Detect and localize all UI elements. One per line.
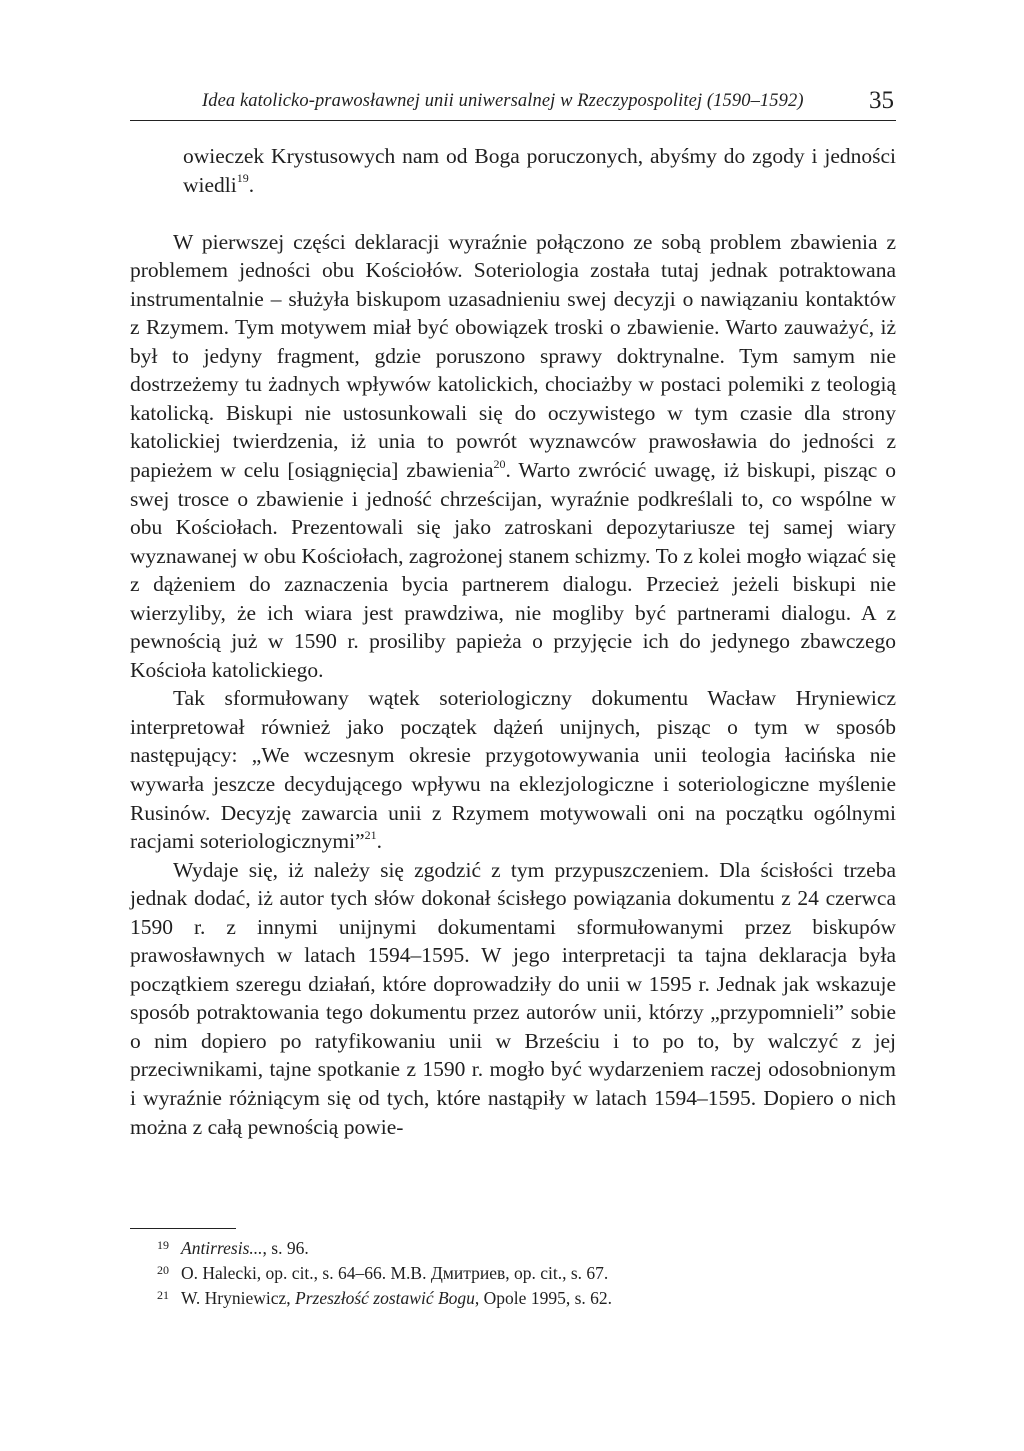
- footnote-title: Przeszłość zostawić Bogu: [295, 1288, 475, 1308]
- paragraph-3: Wydaje się, iż należy się zgodzić z tym przypuszczeniem. Dla ścisłości trzeba jednak dodać, iż autor tych słów dokonał ścisłego powiązania dokumentu z 24 czerwca 1590 r. z innymi unijnymi dokumentami sformułowanymi przez biskupów prawosławnych w latach 1594–1595. W jego interpretacji ta tajna deklaracja była początkiem szeregu działań, które doprowadziły do unii w 1595 r. Jednak jak wskazuje sposób potraktowania tego dokumentu przez autorów unii, którzy „przypomnieli” sobie o nim dopiero po ratyfikowaniu unii w Brześciu i to po to, by walczyć z jej przeciwnikami, tajne spotkanie z 1590 r. mogło być wydarzeniem raczej odosobnionym i wyraźnie różniącym się od tych, które nastąpiły w latach 1594–1595. Dopiero o nich można z całą pewnością powie-: [130, 857, 896, 1139]
- footnote-author: W. Hryniewicz,: [181, 1288, 296, 1308]
- footnote-text: [181, 1236, 309, 1261]
- paragraph-1: [130, 228, 896, 685]
- footnote-rest: , Opole 1995, s. 62.: [474, 1288, 612, 1308]
- paragraph-1-part-1: W pierwszej części deklaracji wyraźnie połączono ze sobą problem zbawienia z problemem jedności obu Kościołów. Soteriologia została tutaj jednak potraktowana instrumentalnie – służyła biskupom uzasadnieniu swej decyzji o nawiązaniu kontaktów z Rzymem. Tym motywem miał być obowiązek troski o zbawienie. Warto zauważyć, iż był to jedyny fragment, gdzie poruszono sprawy doktrynalne. Tym samym nie dostrzeżemy tu żadnych wpływów katolickich, chociażby w postaci polemiki z teologią katolicką. Biskupi nie ustosunkowali się do oczywistego w tym czasie dla strony katolickiej twierdzenia, iż unia to powrót wyznawców prawosławia do jedności z papieżem w celu [osiągnięcia] zbawienia: [130, 229, 896, 482]
- footnote-21: [157, 1286, 877, 1311]
- footnote-number: 19: [157, 1238, 169, 1252]
- paragraph-2: [130, 684, 896, 855]
- paragraph-1-part-2: . Warto zwrócić uwagę, iż biskupi, pisząc o swej trosce o zbawienie i jedność chrześcijan, wyraźnie podkreślali to, co wspólne w obu Kościołach. Prezentowali się jako zatroskani depozytariusze tej samej wiary wyznawanej w obu Kościołach, zagrożonej stanem schizmy. To z kolei mogło wiązać się z dążeniem do zaznaczenia bycia partnerem dialogu. Przecież jeżeli biskupi nie wierzyliby, że ich wiara jest prawdziwa, nie mogliby być partnerami dialogu. A z pewnością już w 1590 r. prosiliby papieża o przyjęcie ich do jedynego zbawczego Kościoła katolickiego.: [130, 457, 897, 682]
- main-text: [130, 142, 896, 1141]
- footnote-ref-21: 21: [364, 827, 377, 842]
- page-number: 35: [869, 87, 894, 114]
- footnote-ref-20: 20: [493, 456, 506, 471]
- running-title: Idea katolicko-prawosławnej unii uniwersalnej w Rzeczypospolitej (1590–1592): [202, 91, 804, 111]
- running-header: [130, 87, 896, 121]
- footnote-text: [181, 1286, 612, 1311]
- quotation-text: owieczek Krystusowych nam od Boga poruczonych, abyśmy do zgody i jedności wiedli: [183, 144, 896, 197]
- paragraph-2-part-1: Tak sformułowany wątek soteriologiczny dokumentu Wacław Hryniewicz interpretował również jako początek dążeń unijnych, pisząc o tym w sposób następujący: „We wczesnym okresie przygotowywania unii teologia łacińska nie wywarła jeszcze decydującego wpływu na eklezjologiczne i soteriologiczne myślenie Rusinów. Decyzję zawarcia unii z Rzymem motywowali oni na początku ogólnymi racjami soteriologicznymi”: [130, 686, 896, 854]
- quotation-tail: .: [248, 172, 255, 197]
- footnote-number: 21: [157, 1288, 169, 1302]
- footnote-title: Antirresis...: [181, 1238, 263, 1258]
- footnote-text: O. Halecki, op. cit., s. 64–66. М.В. Дмитриев, op. cit., s. 67.: [181, 1263, 609, 1283]
- quotation-continuation: [183, 142, 896, 199]
- footnote-19: [157, 1236, 877, 1261]
- footnote-ref-19: 19: [236, 171, 249, 186]
- footnote-number: 20: [157, 1263, 169, 1277]
- paragraph-2-part-2: .: [376, 829, 382, 854]
- footnote-separator: [130, 1228, 236, 1229]
- footnotes: [157, 1236, 877, 1311]
- footnote-20: [157, 1261, 877, 1286]
- footnote-rest: , s. 96.: [262, 1238, 309, 1258]
